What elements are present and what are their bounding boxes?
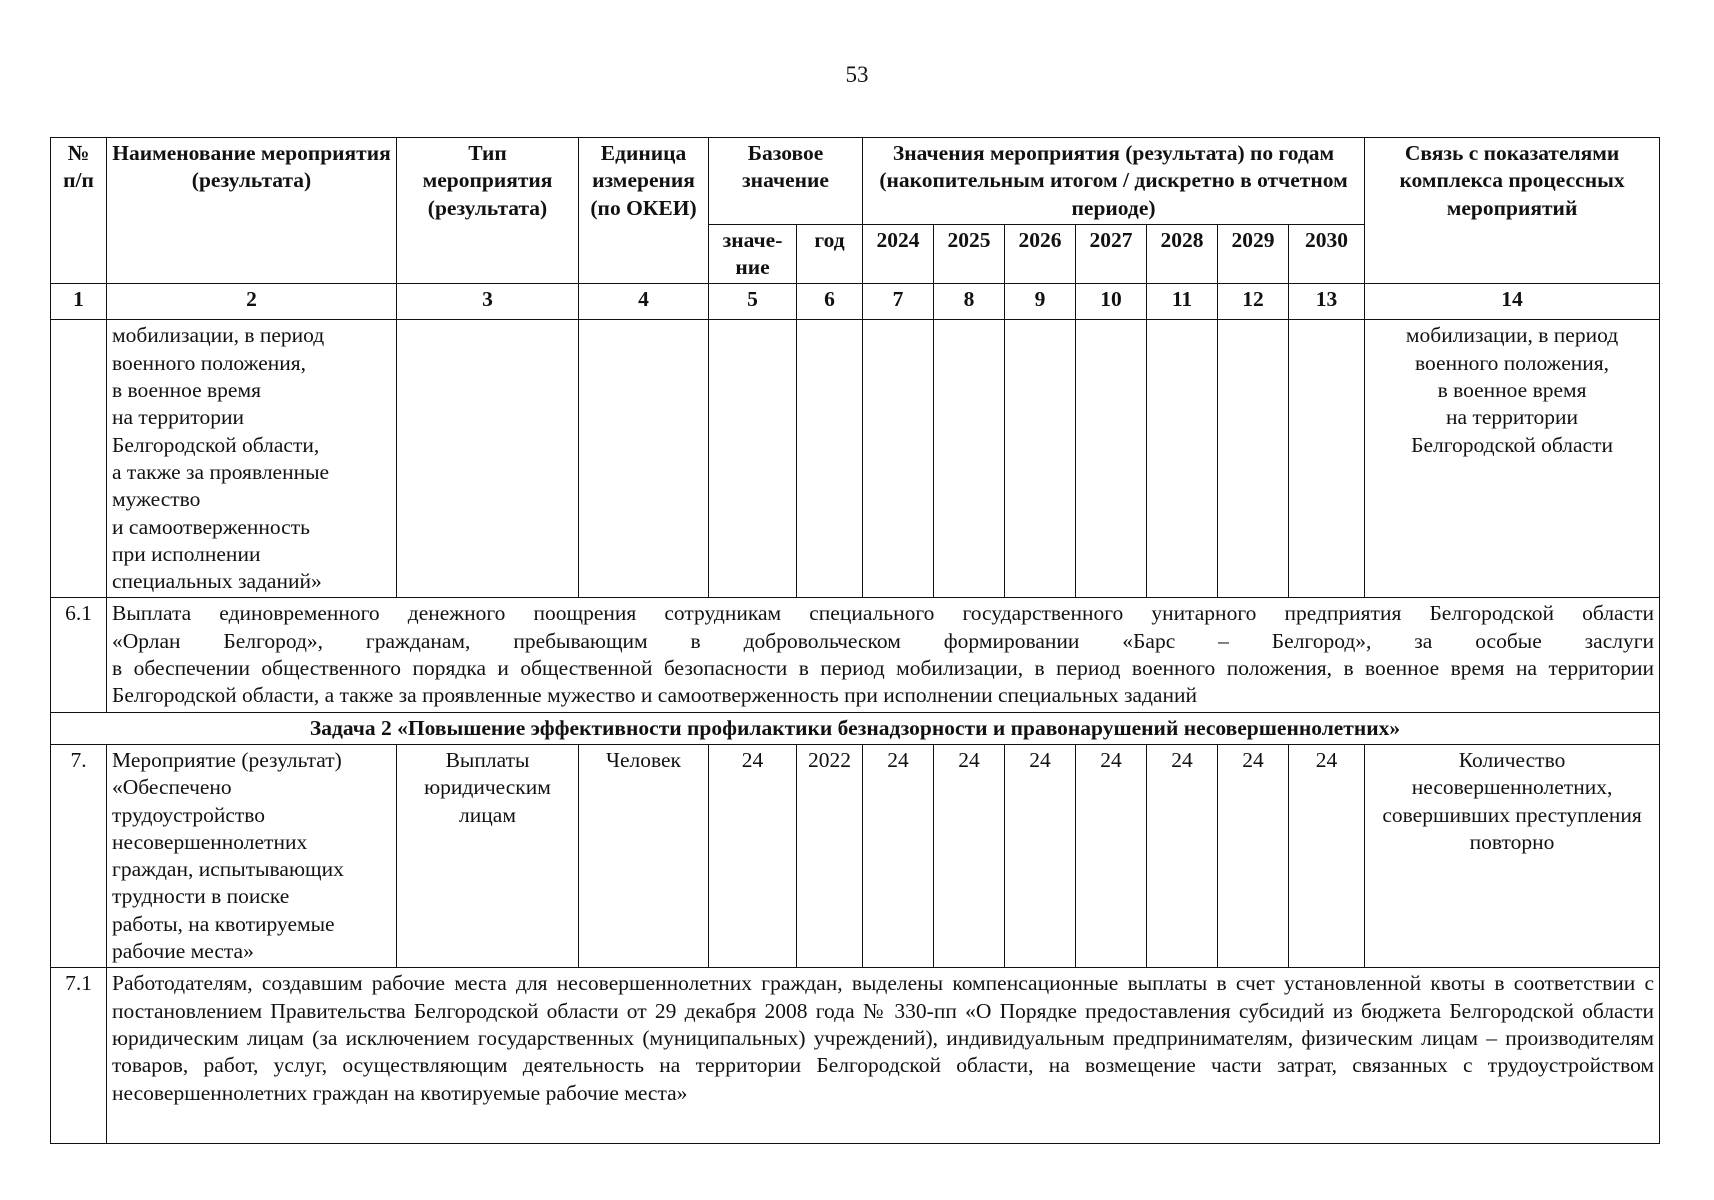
row-number: 7.1	[51, 968, 107, 1144]
column-number: 3	[397, 284, 579, 320]
link-line: в военное время	[1437, 378, 1587, 403]
name-line: Мероприятие (результат)	[112, 747, 342, 772]
name-line: «Обеспечено	[112, 775, 232, 800]
name-line: мобилизации, в период	[112, 323, 325, 348]
row-7-base-year: 2022	[797, 744, 863, 967]
row-6-1-text	[107, 598, 1660, 712]
row-7-1-text: Работодателям, создавшим рабочие места для несовершеннолетних граждан, выделены компенсационные выплаты в счет установленной квоты в соответствии с постановлением Правительства Белгородской области от 29 декабря 2008 года № 330-пп «О Порядке предоставления субсидий из бюджета Белгородской области юридическим лицам (за исключением государственных (муниципальных) учреждений), индивидуальным предпринимателям, физическим лицам – производителям товаров, работ, услуг, осуществляющим деятельность на территории Белгородской области, на возмещение части затрат, связанных с трудоустройством несовершеннолетних граждан на квотируемые рабочие места»	[107, 968, 1660, 1144]
row-7-value: 24	[1147, 744, 1218, 967]
name-line: трудоустройство	[112, 802, 266, 827]
column-number: 6	[797, 284, 863, 320]
header-link: Связь с показателями комплекса процессных мероприятий	[1365, 138, 1660, 284]
row-7-link: Количество несовершеннолетних, совершивших преступления повторно	[1365, 744, 1660, 967]
column-number: 1	[51, 284, 107, 320]
name-line: Белгородской области,	[112, 432, 320, 457]
row-7-unit: Человек	[579, 744, 709, 967]
name-line: специальных заданий»	[112, 569, 322, 594]
name-line: военного положения,	[112, 350, 307, 375]
row-number: 6.1	[51, 598, 107, 712]
name-line: граждан, испытывающих	[112, 857, 344, 882]
column-number: 11	[1147, 284, 1218, 320]
header-type: Тип мероприятия (результата)	[397, 138, 579, 284]
header-year: 2030	[1289, 224, 1365, 284]
column-number: 9	[1005, 284, 1076, 320]
header-row-1	[51, 138, 1660, 225]
header-year: 2029	[1218, 224, 1289, 284]
header-year: 2028	[1147, 224, 1218, 284]
row-6-1-line: «Орлан Белгород», гражданам, пребывающим в добровольческом формировании «Барс – Белгород», за особые заслуги	[112, 628, 1655, 653]
name-line: а также за проявленные	[112, 459, 330, 484]
link-line: мобилизации, в период	[1405, 323, 1619, 348]
column-number: 10	[1076, 284, 1147, 320]
name-line: мужество	[112, 487, 201, 512]
header-unit: Единица измерения (по ОКЕИ)	[579, 138, 709, 284]
name-line: при исполнении	[112, 541, 261, 566]
task-2-title: Задача 2 «Повышение эффективности профилактики безнадзорности и правонарушений несовершеннолетних»	[51, 712, 1660, 744]
row-7-value: 24	[934, 744, 1005, 967]
link-line: на территории	[1446, 405, 1579, 430]
name-line: несовершеннолетних	[112, 829, 308, 854]
header-year: 2026	[1005, 224, 1076, 284]
name-line: на территории	[112, 405, 244, 430]
row-7-name	[107, 744, 397, 967]
header-base: Базовое значение	[709, 138, 863, 225]
header-num: № п/п	[51, 138, 107, 284]
continuation-link	[1365, 320, 1660, 598]
header-year: 2024	[863, 224, 934, 284]
row-7-1	[51, 968, 1660, 1144]
row-7-base-value: 24	[709, 744, 797, 967]
column-number: 7	[863, 284, 934, 320]
header-base-value: значе-ние	[709, 224, 797, 284]
column-number: 2	[107, 284, 397, 320]
link-line: военного положения,	[1415, 350, 1610, 375]
row-7-value: 24	[1218, 744, 1289, 967]
row-7-value: 24	[1076, 744, 1147, 967]
name-line: рабочие места»	[112, 939, 254, 964]
row-number: 7.	[51, 744, 107, 967]
name-line: работы, на квотируемые	[112, 911, 335, 936]
row-6-1-line: Выплата единовременного денежного поощрения сотрудникам специального государственного унитарного предприятия Белгородской области	[112, 601, 1655, 626]
row-7-type: Выплаты юридическим лицам	[397, 744, 579, 967]
header-base-year: год	[797, 224, 863, 284]
column-number: 8	[934, 284, 1005, 320]
link-line: Белгородской области	[1411, 432, 1613, 457]
task-2-row	[51, 712, 1660, 744]
continuation-name	[107, 320, 397, 598]
column-number: 13	[1289, 284, 1365, 320]
continuation-row	[51, 320, 1660, 598]
column-number: 5	[709, 284, 797, 320]
column-number: 14	[1365, 284, 1660, 320]
header-name: Наименование мероприятия (результата)	[107, 138, 397, 284]
row-7-value: 24	[1005, 744, 1076, 967]
row-6-1-line: в обеспечении общественного порядка и общественной безопасности в период мобилизации, в период военного положения, в военное время на территории Белгородской области, а также за проявленные мужество и самоотверженность при исполнении специальных заданий	[112, 656, 1655, 708]
name-line: трудности в поиске	[112, 884, 290, 909]
measures-table	[50, 137, 1660, 1144]
header-year: 2027	[1076, 224, 1147, 284]
name-line: в военное время	[112, 378, 261, 403]
header-values: Значения мероприятия (результата) по годам (накопительным итогом / дискретно в отчетном периоде)	[863, 138, 1365, 225]
column-number: 4	[579, 284, 709, 320]
name-line: и самоотверженность	[112, 514, 310, 539]
row-6-1	[51, 598, 1660, 712]
row-7-value: 24	[1289, 744, 1365, 967]
column-number: 12	[1218, 284, 1289, 320]
page-number: 53	[845, 62, 869, 87]
header-year: 2025	[934, 224, 1005, 284]
row-7	[51, 744, 1660, 967]
row-7-value: 24	[863, 744, 934, 967]
column-numbers-row	[51, 284, 1660, 320]
